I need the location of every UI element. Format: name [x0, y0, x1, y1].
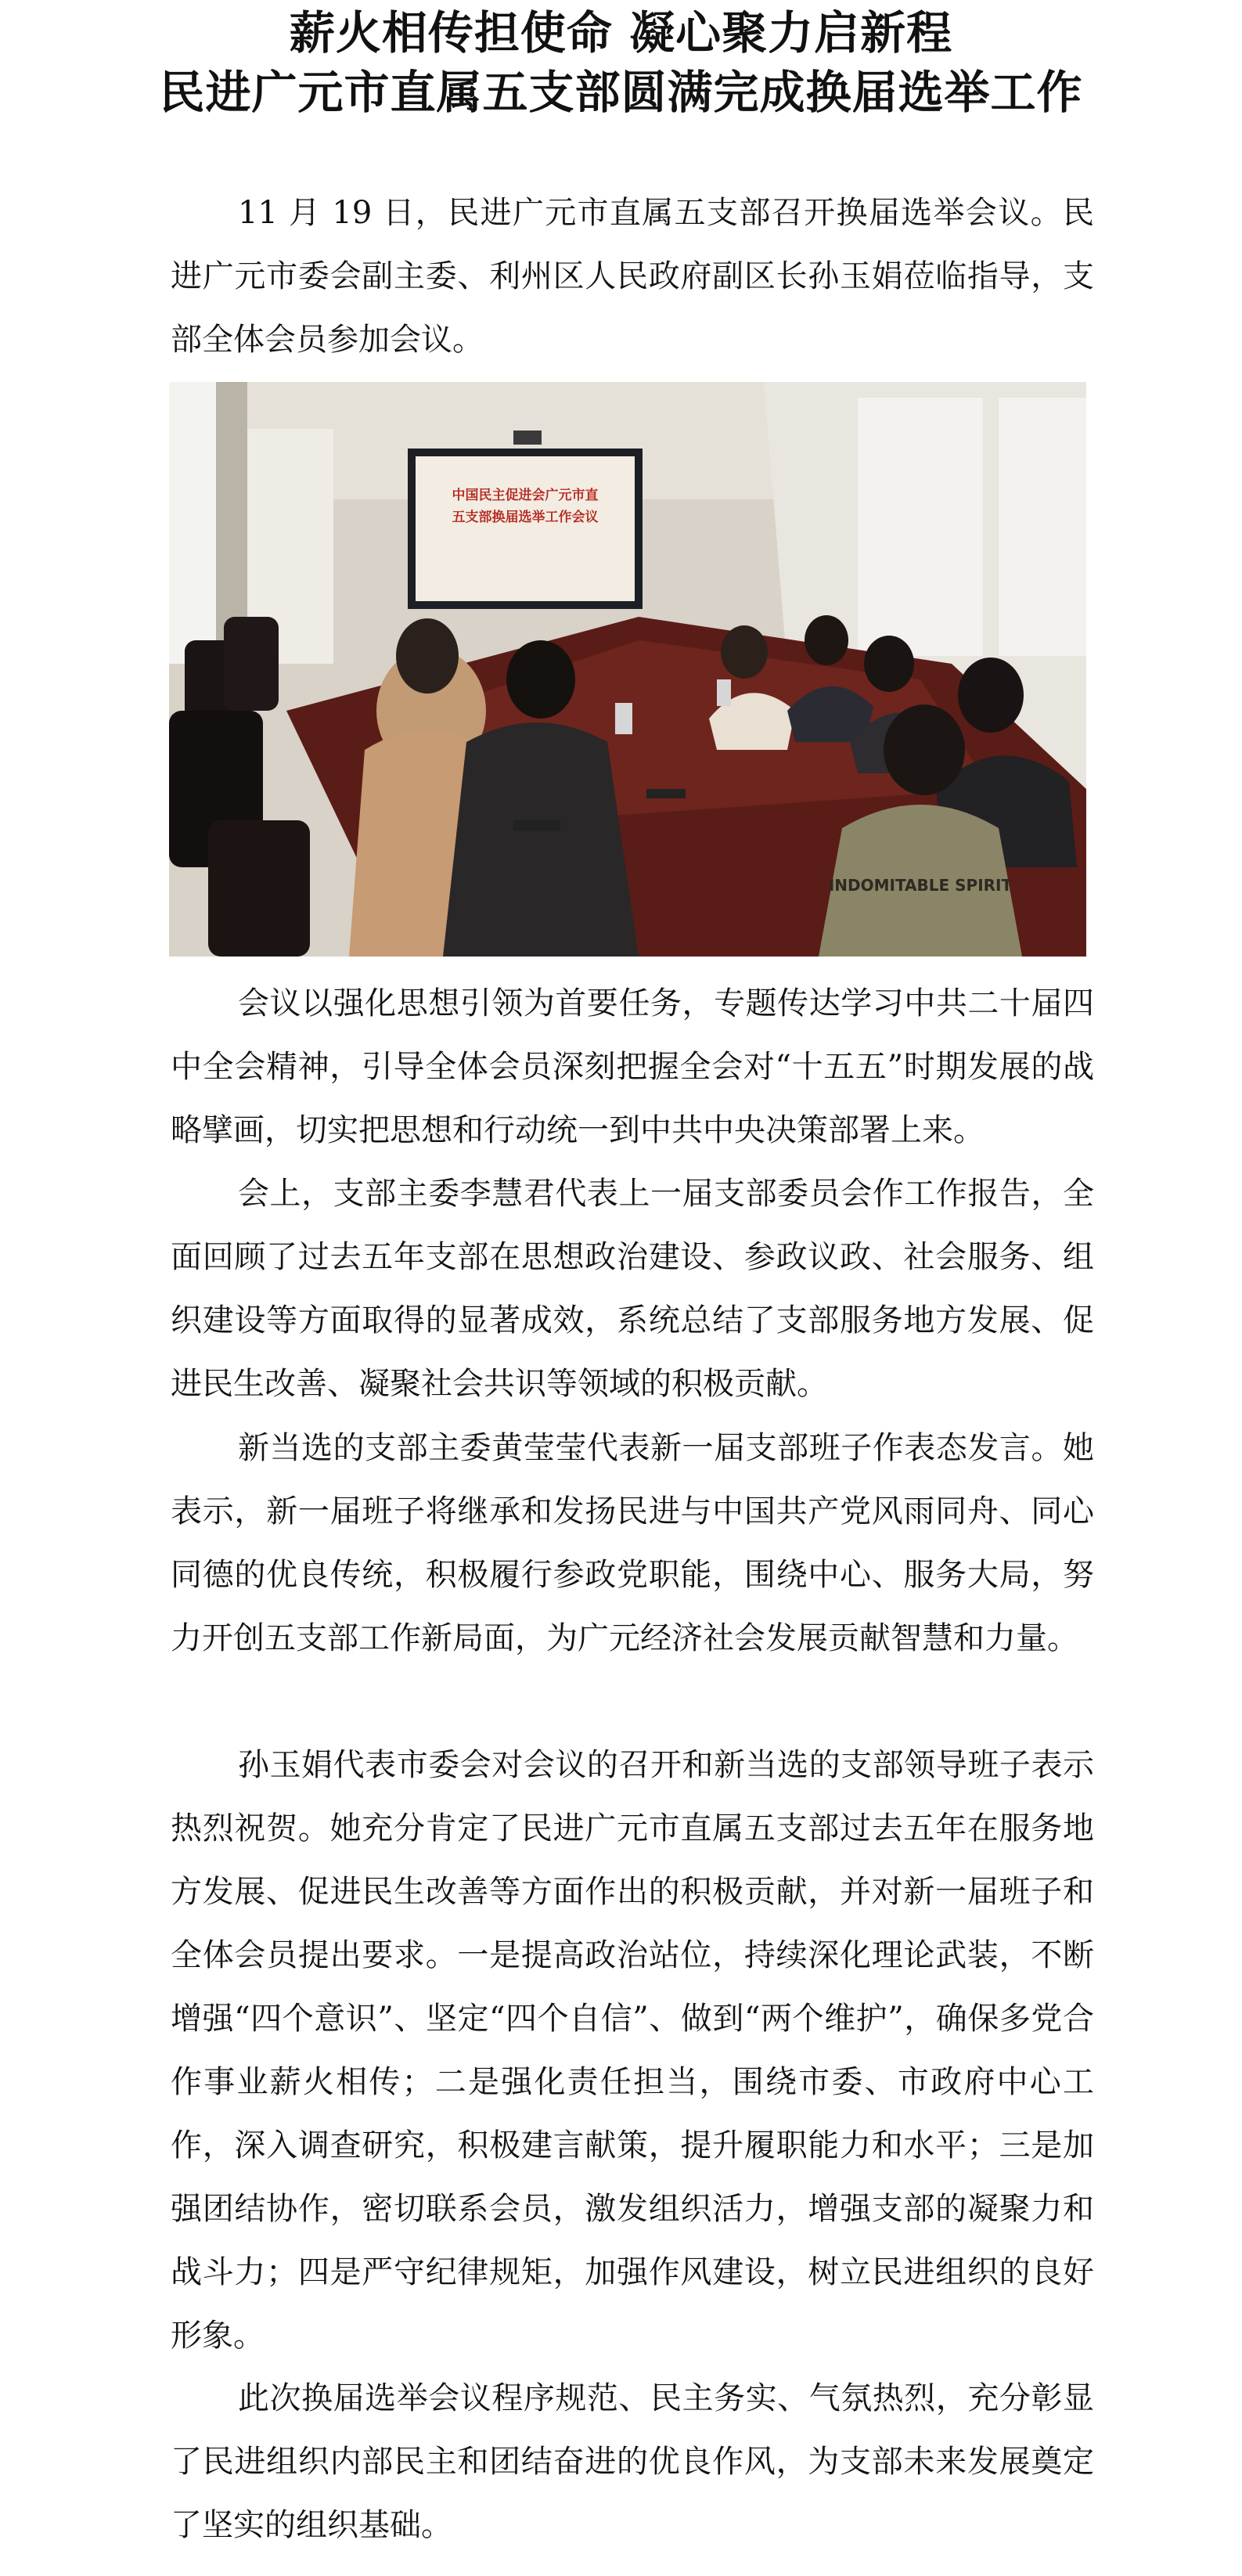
article-title-line1: 薪火相传担使命 凝心聚力启新程: [289, 6, 953, 59]
screen-text-line1: 中国民主促进会广元市直: [452, 488, 599, 503]
screen-text-line2: 五支部换届选举工作会议: [452, 510, 599, 525]
meeting-photo: [169, 382, 1086, 957]
paragraph-study: 会议以强化思想引领为首要任务，专题传达学习中共二十届四中全会精神，引导全体会员深刻把握全会对“十五五”时期发展的战略擘画，切实把思想和行动统一到中共中央决策部署上来。: [171, 985, 1094, 1148]
paragraph-conclusion: 此次换届选举会议程序规范、民主务实、气氛热烈，充分彰显了民进组织内部民主和团结奋进的优良作风，为支部未来发展奠定了坚实的组织基础。: [171, 2380, 1094, 2543]
paragraph-new-chair: 新当选的支部主委黄莹莹代表新一届支部班子作表态发言。她表示，新一届班子将继承和发扬民进与中国共产党风雨同舟、同心同德的优良传统，积极履行参政党职能，围绕中心、服务大局，努力开创五支部工作新局面，为广元经济社会发展贡献智慧和力量。: [171, 1430, 1094, 1656]
paragraph-sun-yujuan: 孙玉娟代表市委会对会议的召开和新当选的支部领导班子表示热烈祝贺。她充分肯定了民进广元市直属五支部过去五年在服务地方发展、促进民生改善等方面作出的积极贡献，并对新一届班子和全体会员提出要求。一是提高政治站位，持续深化理论武装，不断增强“四个意识”、坚定“四个自信”、做到“两个维护”，确保多党合作事业薪火相传；二是强化责任担当，围绕市委、市政府中心工作，深入调查研究，积极建言献策，提升履职能力和水平；三是加强团结协作，密切联系会员，激发组织活力，增强支部的凝聚力和战斗力；四是严守纪律规矩，加强作风建设，树立民进组织的良好形象。: [171, 1747, 1094, 2354]
paragraph-intro: 11 月 19 日，民进广元市直属五支部召开换届选举会议。民进广元市委会副主委、利州区人民政府副区长孙玉娟莅临指导，支部全体会员参加会议。: [171, 195, 1094, 358]
article-title-line2: 民进广元市直属五支部圆满完成换届选举工作: [159, 66, 1083, 119]
paragraph-report: 会上，支部主委李慧君代表上一届支部委员会作工作报告，全面回顾了过去五年支部在思想政治建设、参政议政、社会服务、组织建设等方面取得的显著成效，系统总结了支部服务地方发展、促进民生改善、凝聚社会共识等领域的积极贡献。: [171, 1176, 1094, 1402]
jacket-text: INDOMITABLE SPIRIT: [828, 876, 1013, 895]
